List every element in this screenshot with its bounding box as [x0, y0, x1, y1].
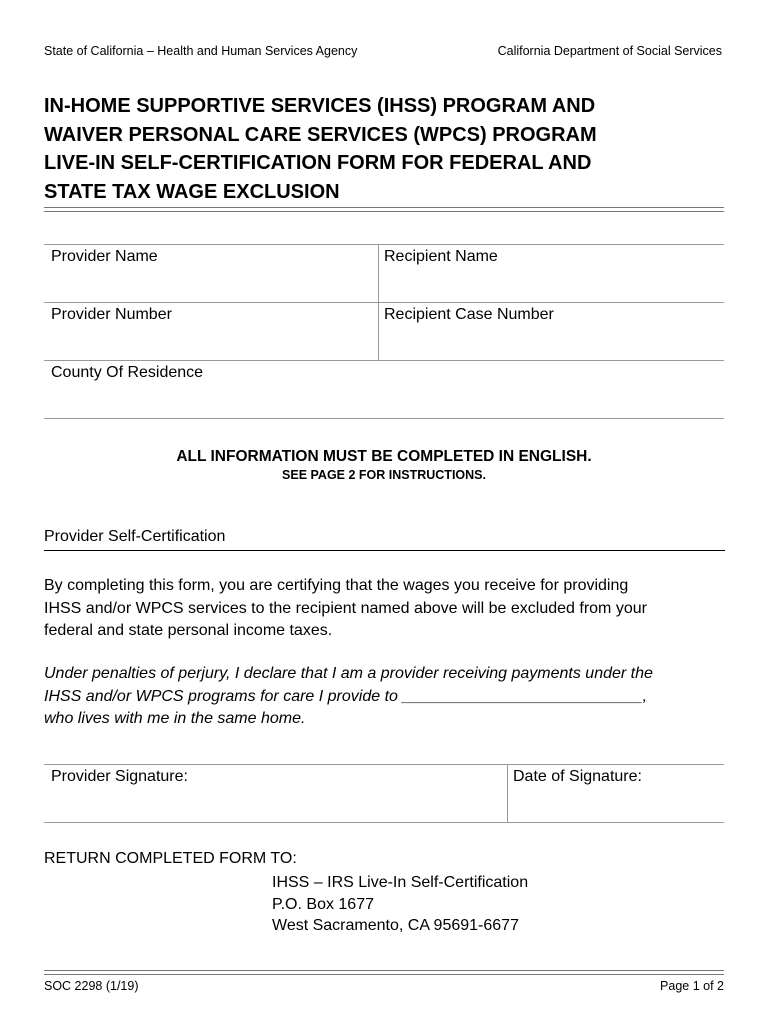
- agency-header-left: State of California – Health and Human Services Agency: [44, 44, 358, 58]
- declaration-line: Under penalties of perjury, I declare that I am a provider receiving payments under the: [44, 665, 653, 682]
- provider-signature-label: Provider Signature:: [51, 768, 188, 785]
- recipient-case-number-label: Recipient Case Number: [384, 306, 554, 323]
- agency-header-right: California Department of Social Services: [497, 44, 722, 58]
- paragraph-line: IHSS and/or WPCS services to the recipient named above will be excluded from your: [44, 599, 647, 617]
- recipient-name-field[interactable]: [384, 248, 714, 298]
- certification-paragraph: [44, 575, 734, 643]
- form-id: SOC 2298 (1/19): [44, 979, 139, 993]
- form-title-line: STATE TAX WAGE EXCLUSION: [44, 180, 340, 203]
- signature-divider: [44, 822, 724, 823]
- form-title-line: LIVE-IN SELF-CERTIFICATION FORM FOR FEDERAL AND: [44, 152, 592, 174]
- provider-number-label: Provider Number: [51, 306, 172, 323]
- field-divider: [44, 418, 724, 419]
- section-title: Provider Self-Certification: [44, 528, 226, 545]
- provider-signature-field[interactable]: [51, 768, 501, 818]
- date-of-signature-label: Date of Signature:: [513, 768, 642, 785]
- provider-number-field[interactable]: [51, 306, 371, 356]
- form-title: [44, 92, 734, 206]
- paragraph-line: By completing this form, you are certifying that the wages you receive for providing: [44, 577, 629, 594]
- address-line: IHSS – IRS Live-In Self-Certification: [272, 874, 529, 891]
- perjury-declaration: [44, 663, 734, 731]
- english-notice: ALL INFORMATION MUST BE COMPLETED IN ENGLISH.: [176, 448, 592, 465]
- section-divider: [44, 550, 725, 551]
- county-of-residence-field[interactable]: [51, 364, 711, 414]
- declaration-line: who lives with me in the same home.: [44, 710, 306, 727]
- footer-divider: [44, 970, 724, 971]
- county-of-residence-label: County Of Residence: [51, 364, 204, 381]
- signature-column-divider: [507, 764, 508, 822]
- date-of-signature-field[interactable]: [513, 768, 718, 818]
- recipient-case-number-field[interactable]: [384, 306, 714, 356]
- title-divider: [44, 207, 724, 208]
- recipient-name-label: Recipient Name: [384, 248, 498, 265]
- provider-name-field[interactable]: [51, 248, 371, 298]
- field-divider: [44, 302, 724, 303]
- form-title-line: IN-HOME SUPPORTIVE SERVICES (IHSS) PROGRAM AND: [44, 95, 596, 117]
- field-divider: [44, 360, 724, 361]
- provider-name-label: Provider Name: [51, 248, 158, 265]
- field-divider: [44, 244, 724, 245]
- return-heading: RETURN COMPLETED FORM TO:: [44, 850, 297, 867]
- return-address: [272, 872, 528, 937]
- page-number: Page 1 of 2: [660, 979, 724, 993]
- title-divider: [44, 211, 724, 212]
- address-line: P.O. Box 1677: [272, 895, 374, 913]
- paragraph-line: federal and state personal income taxes.: [44, 622, 333, 639]
- form-title-line: WAIVER PERSONAL CARE SERVICES (WPCS) PROGRAM: [44, 123, 597, 146]
- footer-divider: [44, 974, 724, 975]
- instructions-notice: SEE PAGE 2 FOR INSTRUCTIONS.: [282, 468, 486, 482]
- address-line: West Sacramento, CA 95691-6677: [272, 917, 519, 934]
- declaration-line: IHSS and/or WPCS programs for care I provide to ___________________________,: [44, 687, 648, 705]
- signature-divider: [44, 764, 724, 765]
